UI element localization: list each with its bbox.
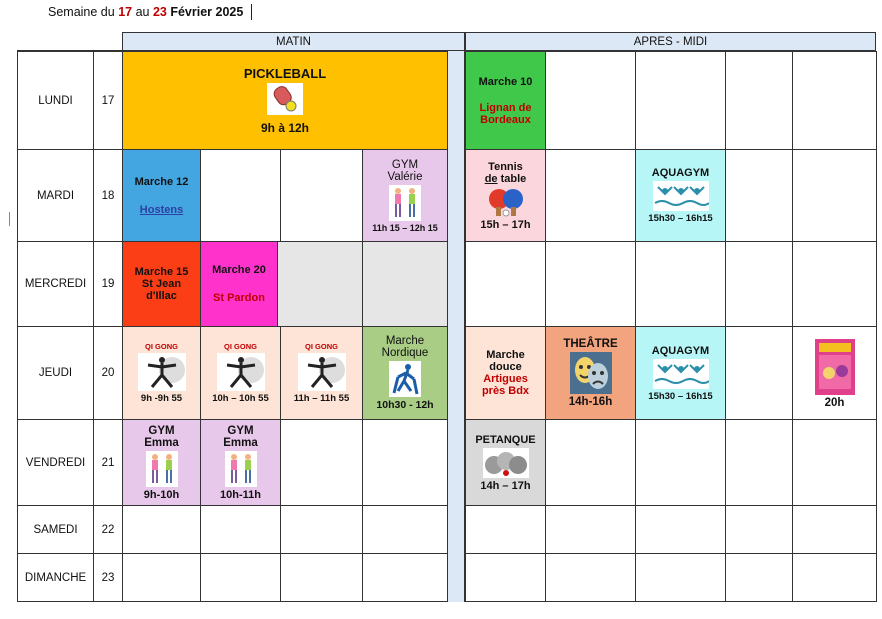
empty-cell bbox=[545, 51, 636, 150]
event-pickleball[interactable]: PICKLEBALL 9h à 12h bbox=[122, 51, 448, 150]
day-name-sunday: DIMANCHE bbox=[17, 553, 94, 602]
empty-cell bbox=[545, 149, 636, 242]
empty-cell bbox=[362, 505, 448, 554]
empty-cell bbox=[725, 326, 793, 420]
fitness-women-icon bbox=[225, 451, 257, 487]
day-name-tuesday: MARDI bbox=[17, 149, 94, 242]
qi-gong-pose-icon bbox=[138, 353, 186, 391]
empty-cell bbox=[792, 149, 877, 242]
event-gym-emma-2[interactable]: GYM Emma 10h-11h bbox=[200, 419, 281, 506]
nordic-walker-icon bbox=[389, 361, 421, 397]
fitness-women-icon bbox=[389, 185, 421, 221]
empty-grey-cell bbox=[362, 241, 448, 327]
pickleball-paddle-icon bbox=[267, 83, 303, 115]
empty-cell bbox=[725, 51, 793, 150]
empty-grey-cell bbox=[277, 241, 363, 327]
empty-cell bbox=[280, 419, 363, 506]
hostens-link[interactable]: Hostens bbox=[139, 203, 184, 216]
empty-cell bbox=[545, 505, 636, 554]
text-cursor bbox=[251, 4, 252, 20]
day-number-tuesday: 18 bbox=[93, 149, 123, 242]
event-theatre[interactable]: THEÂTRE 14h-16h bbox=[545, 326, 636, 420]
empty-cell bbox=[635, 505, 726, 554]
empty-cell bbox=[792, 505, 877, 554]
day-number-friday: 21 bbox=[93, 419, 123, 506]
ping-pong-paddles-icon bbox=[486, 187, 526, 217]
fitness-women-icon bbox=[146, 451, 178, 487]
empty-cell bbox=[635, 553, 726, 602]
event-marche-12[interactable]: Marche 12 Hostens bbox=[122, 149, 201, 242]
event-aquagym-thursday[interactable]: AQUAGYM 15h30 – 16h15 bbox=[635, 326, 726, 420]
empty-cell bbox=[280, 505, 363, 554]
event-marche-15[interactable]: Marche 15 St Jean d'Illac bbox=[122, 241, 201, 327]
petanque-balls-icon bbox=[483, 448, 529, 478]
empty-cell bbox=[200, 505, 281, 554]
day-number-wednesday: 19 bbox=[93, 241, 123, 327]
empty-cell bbox=[465, 505, 546, 554]
day-name-wednesday: MERCREDI bbox=[17, 241, 94, 327]
day-name-monday: LUNDI bbox=[17, 51, 94, 150]
empty-cell bbox=[362, 419, 448, 506]
event-marche-nordique[interactable]: Marche Nordique 10h30 - 12h bbox=[362, 326, 448, 420]
empty-cell bbox=[725, 419, 793, 506]
aquagym-swimmers-icon bbox=[653, 181, 709, 211]
event-aquagym-tuesday[interactable]: AQUAGYM 15h30 – 16h15 bbox=[635, 149, 726, 242]
empty-cell bbox=[465, 553, 546, 602]
empty-cell bbox=[792, 241, 877, 327]
day-number-thursday: 20 bbox=[93, 326, 123, 420]
empty-cell bbox=[635, 419, 726, 506]
event-tennis-de-table[interactable]: Tennis de table 15h – 17h bbox=[465, 149, 546, 242]
empty-cell bbox=[635, 241, 726, 327]
week-title: Semaine du 17 au 23 Février 2025 bbox=[48, 5, 244, 19]
empty-cell bbox=[725, 241, 793, 327]
empty-cell bbox=[792, 419, 877, 506]
empty-cell bbox=[362, 553, 448, 602]
aquagym-swimmers-icon bbox=[653, 359, 709, 389]
empty-cell bbox=[545, 419, 636, 506]
empty-cell bbox=[725, 149, 793, 242]
theatre-masks-icon bbox=[570, 352, 612, 394]
empty-cell bbox=[122, 553, 201, 602]
header-afternoon: APRES - MIDI bbox=[465, 32, 876, 51]
morning-afternoon-separator bbox=[447, 51, 465, 602]
event-marche-10[interactable]: Marche 10 Lignan de Bordeaux bbox=[465, 51, 546, 150]
empty-cell bbox=[545, 553, 636, 602]
day-number-sunday: 23 bbox=[93, 553, 123, 602]
empty-cell bbox=[280, 553, 363, 602]
empty-cell bbox=[280, 149, 363, 242]
header-morning: MATIN bbox=[122, 32, 465, 51]
event-marche-douce[interactable]: Marche douce Artigues près Bdx bbox=[465, 326, 546, 420]
day-number-monday: 17 bbox=[93, 51, 123, 150]
empty-cell bbox=[545, 241, 636, 327]
event-qi-gong-3[interactable]: QI GONG 11h – 11h 55 bbox=[280, 326, 363, 420]
show-poster-icon bbox=[815, 339, 855, 395]
qi-gong-pose-icon bbox=[217, 353, 265, 391]
margin-marker bbox=[9, 212, 10, 226]
event-show-20h[interactable]: 20h bbox=[792, 326, 877, 420]
day-number-saturday: 22 bbox=[93, 505, 123, 554]
event-petanque[interactable]: PETANQUE 14h – 17h bbox=[465, 419, 546, 506]
empty-cell bbox=[465, 241, 546, 327]
empty-cell bbox=[792, 553, 877, 602]
empty-cell bbox=[725, 505, 793, 554]
empty-cell bbox=[122, 505, 201, 554]
event-gym-emma-1[interactable]: GYM Emma 9h-10h bbox=[122, 419, 201, 506]
day-name-thursday: JEUDI bbox=[17, 326, 94, 420]
qi-gong-pose-icon bbox=[298, 353, 346, 391]
empty-cell bbox=[725, 553, 793, 602]
day-name-saturday: SAMEDI bbox=[17, 505, 94, 554]
day-name-friday: VENDREDI bbox=[17, 419, 94, 506]
empty-cell bbox=[635, 51, 726, 150]
event-qi-gong-2[interactable]: QI GONG 10h – 10h 55 bbox=[200, 326, 281, 420]
event-qi-gong-1[interactable]: QI GONG 9h -9h 55 bbox=[122, 326, 201, 420]
empty-cell bbox=[200, 553, 281, 602]
empty-cell bbox=[200, 149, 281, 242]
event-marche-20[interactable]: Marche 20 St Pardon bbox=[200, 241, 278, 327]
empty-cell bbox=[792, 51, 877, 150]
event-gym-valerie[interactable]: GYM Valérie 11h 15 – 12h 15 bbox=[362, 149, 448, 242]
